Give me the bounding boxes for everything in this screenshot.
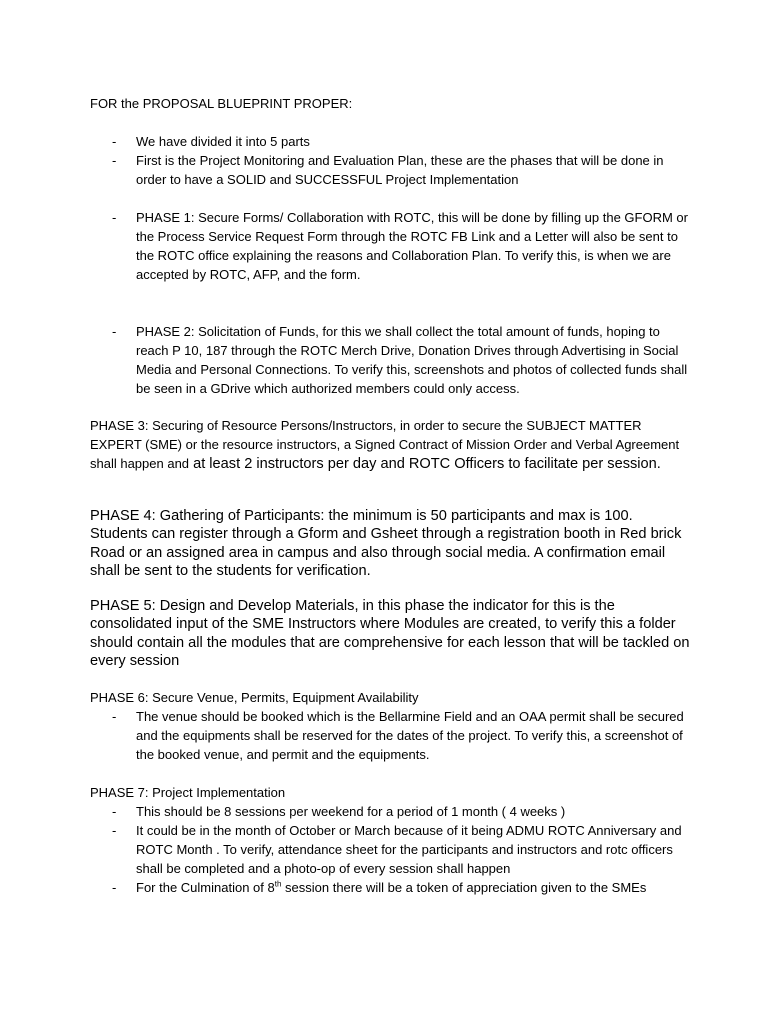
phase5-paragraph: PHASE 5: Design and Develop Materials, in this phase the indicator for this is the consolidated input of the SME Instructors where Modules are created, to verify this a folder should contain all the modules that are comprehensive for each lesson that will be tackled on every session: [90, 598, 690, 669]
dash-bullet: -: [112, 823, 117, 838]
phase2-list: [90, 322, 690, 398]
list-item-text-pre: For the Culmination of 8: [136, 880, 275, 895]
list-item-text-post: session there will be a token of appreciation given to the SMEs: [281, 880, 647, 895]
document-heading: FOR the PROPOSAL BLUEPRINT PROPER:: [90, 96, 353, 111]
phase6-list: [90, 707, 690, 764]
phase4-paragraph: PHASE 4: Gathering of Participants: the minimum is 50 participants and max is 100. Students can register through a Gform and Gsheet through a registration booth in Red brick Road or an assigned area in campus and also through social media. A confirmation email shall be sent to the students for verification.: [90, 508, 682, 579]
phase3-paragraph: [90, 416, 690, 473]
list-item: [90, 878, 690, 897]
phase2-text: PHASE 2: Solicitation of Funds, for this we shall collect the total amount of funds, hoping to reach P 10, 187 through the ROTC Merch Drive, Donation Drives through Advertising in Social Media and Personal Connections. To verify this, screenshots and photos of collected funds shall be seen in a GDrive which authorized members could only access.: [136, 324, 688, 396]
phase7-list: [90, 802, 690, 897]
list-item: [90, 707, 690, 764]
phase6-section: [90, 688, 690, 764]
list-item-text: This should be 8 sessions per weekend for a period of 1 month ( 4 weeks ): [136, 804, 566, 819]
list-item: [90, 821, 690, 878]
list-item: [90, 208, 690, 284]
phase7-title: PHASE 7: Project Implementation: [90, 785, 286, 800]
phase3-text-part2: at least 2 instructors per day and ROTC Officers to facilitate per session.: [189, 456, 661, 472]
dash-bullet: -: [112, 324, 117, 339]
list-item-text: We have divided it into 5 parts: [136, 134, 310, 149]
dash-bullet: -: [112, 880, 117, 895]
list-item-text: It could be in the month of October or March because of it being ADMU ROTC Anniversary and ROTC Month . To verify, attendance sheet for the participants and instructors and rotc officers shall be completed and a photo-op of every session shall happen: [136, 823, 682, 876]
ordinal-superscript: th: [274, 879, 282, 889]
phase6-title: PHASE 6: Secure Venue, Permits, Equipment Availability: [90, 690, 419, 705]
dash-bullet: -: [112, 153, 117, 168]
dash-bullet: -: [112, 804, 117, 819]
phase7-section: [90, 783, 690, 897]
list-item: [90, 151, 690, 189]
phase1-text: PHASE 1: Secure Forms/ Collaboration with ROTC, this will be done by filling up the GFORM or the Process Service Request Form through the ROTC FB Link and a Letter will also be sent to the ROTC office explaining the reasons and Collaboration Plan. To verify this, is when we are accepted by ROTC, AFP, and the form.: [136, 210, 688, 282]
phase1-list: [90, 208, 690, 284]
phase3-text-part1: PHASE 3: Securing of Resource Persons/Instructors, in order to secure the SUBJECT MATTER EXPERT (SME) or the resource instructors, a Signed Contract of Mission Order and Verbal Agreement shall happen and: [90, 418, 680, 471]
dash-bullet: -: [112, 210, 117, 225]
list-item: [90, 802, 690, 821]
list-item-text: The venue should be booked which is the Bellarmine Field and an OAA permit shall be secured and the equipments shall be reserved for the dates of the project. To verify this, a screenshot of the booked venue, and permit and the equipments.: [136, 709, 684, 762]
dash-bullet: -: [112, 709, 117, 724]
list-item: [90, 322, 690, 398]
list-item-text: First is the Project Monitoring and Evaluation Plan, these are the phases that will be done in order to have a SOLID and SUCCESSFUL Project Implementation: [136, 153, 664, 187]
dash-bullet: -: [112, 134, 117, 149]
intro-list: [90, 132, 690, 189]
list-item: [90, 132, 690, 151]
